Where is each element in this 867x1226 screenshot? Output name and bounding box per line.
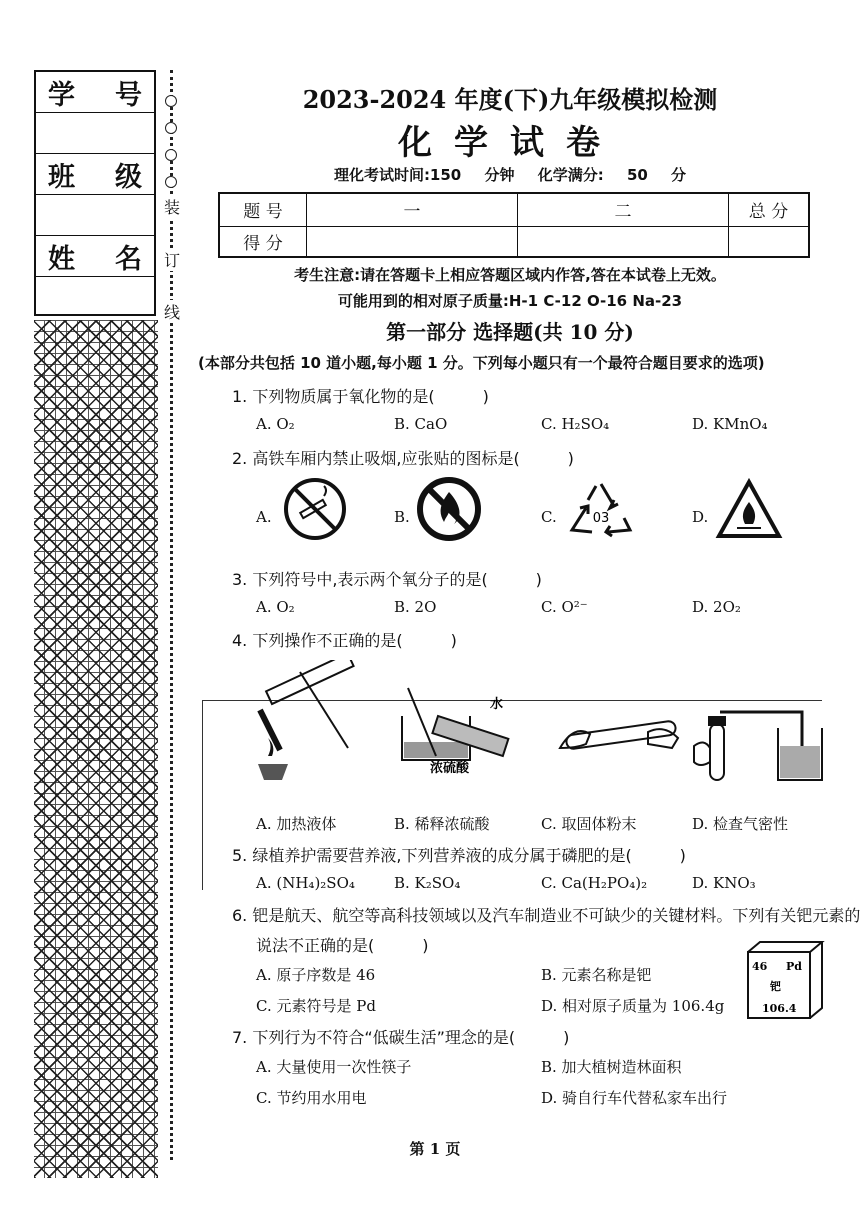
binding-hole-icon xyxy=(165,122,177,134)
q7-option-c[interactable]: C. 节约用水用电 xyxy=(256,1089,367,1107)
q7-option-d[interactable]: D. 骑自行车代替私家车出行 xyxy=(541,1089,728,1107)
no-fire-icon xyxy=(416,476,482,542)
question-1-stem: 1. 下列物质属于氧化物的是( ) xyxy=(232,387,489,406)
name-field[interactable]: 姓 名 xyxy=(36,236,154,277)
score-total: 总 分 xyxy=(729,193,810,226)
recycle-code: 03 xyxy=(592,511,610,526)
q4-option-b[interactable]: B. 稀释浓硫酸 xyxy=(394,815,490,833)
binding-label-xian: 线 xyxy=(162,300,182,323)
class-blank[interactable] xyxy=(36,195,154,236)
subject-title: 化学试卷 xyxy=(398,123,622,163)
question-2-stem: 2. 高铁车厢内禁止吸烟,应张贴的图标是( ) xyxy=(232,449,574,468)
score-row-label: 得 分 xyxy=(219,226,307,257)
no-smoking-icon xyxy=(282,476,348,542)
q6-option-b[interactable]: B. 元素名称是钯 xyxy=(541,966,652,984)
student-info-box xyxy=(34,70,156,316)
conc-acid-label: 浓硫酸 xyxy=(430,761,470,776)
score-col-1: 一 xyxy=(307,193,518,226)
binding-hole-icon xyxy=(165,176,177,188)
question-6-stem-cont: 说法不正确的是( ) xyxy=(256,936,429,955)
question-3-stem: 3. 下列符号中,表示两个氧分子的是( ) xyxy=(232,570,542,589)
q1-option-a[interactable]: A. O₂ xyxy=(256,415,295,433)
atomic-mass-info: 可能用到的相对原子质量:H-1 C-12 O-16 Na-23 xyxy=(337,292,683,310)
q4-option-a[interactable]: A. 加热液体 xyxy=(256,815,337,833)
airtight-check-figure xyxy=(692,706,828,786)
section-title: 第一部分 选择题(共 10 分) xyxy=(386,320,634,344)
security-pattern xyxy=(34,320,158,1178)
exam-title: 2023-2024 年度(下)九年级模拟检测 xyxy=(302,85,718,114)
class-field[interactable]: 班 级 xyxy=(36,154,154,195)
q3-option-c[interactable]: C. O²⁻ xyxy=(541,598,588,616)
name-blank[interactable] xyxy=(36,277,154,318)
score-table xyxy=(218,192,810,258)
element-number: 46 xyxy=(752,960,768,973)
binding-label-zhuang: 装 xyxy=(162,195,182,218)
heating-liquid-figure xyxy=(238,660,368,790)
element-name: 钯 xyxy=(770,980,781,993)
binding-dotted-line xyxy=(170,70,173,1160)
solid-powder-figure xyxy=(556,708,686,764)
q6-option-d[interactable]: D. 相对原子质量为 106.4g xyxy=(541,997,725,1015)
q7-option-a[interactable]: A. 大量使用一次性筷子 xyxy=(256,1058,412,1076)
q7-option-b[interactable]: B. 加大植树造林面积 xyxy=(541,1058,682,1076)
page-number: 第 1 页 xyxy=(409,1140,461,1158)
element-symbol: Pd xyxy=(786,960,802,973)
exam-notice: 考生注意:请在答题卡上相应答题区域内作答,答在本试卷上无效。 xyxy=(294,266,726,284)
water-label: 水 xyxy=(490,697,504,712)
q6-option-c[interactable]: C. 元素符号是 Pd xyxy=(256,997,376,1015)
q4-option-c[interactable]: C. 取固体粉末 xyxy=(541,815,637,833)
exam-time: 理化考试时间:150 分钟 xyxy=(333,166,515,184)
exam-info xyxy=(200,164,820,185)
student-id-field[interactable]: 学 号 xyxy=(36,72,154,113)
q3-option-a[interactable]: A. O₂ xyxy=(256,598,295,616)
q4-option-d[interactable]: D. 检查气密性 xyxy=(692,815,789,833)
score-header-label: 题 号 xyxy=(219,193,307,226)
full-score: 化学满分: 50 分 xyxy=(537,166,687,184)
figure-left-line xyxy=(202,700,203,890)
q1-option-d[interactable]: D. KMnO₄ xyxy=(692,415,768,433)
q6-option-a[interactable]: A. 原子序数是 46 xyxy=(256,966,376,984)
flammable-warning-icon xyxy=(715,478,783,540)
binding-label-ding: 订 xyxy=(162,248,182,271)
student-id-blank[interactable] xyxy=(36,113,154,154)
q5-option-d[interactable]: D. KNO₃ xyxy=(692,874,756,892)
question-7-stem: 7. 下列行为不符合“低碳生活”理念的是( ) xyxy=(232,1028,570,1047)
palladium-element-card xyxy=(746,940,826,1022)
q2-option-c[interactable]: C. xyxy=(541,508,557,526)
q2-option-b[interactable]: B. xyxy=(394,508,410,526)
recycle-icon xyxy=(566,478,636,542)
score-col-2: 二 xyxy=(518,193,729,226)
q3-option-b[interactable]: B. 2O xyxy=(394,598,437,616)
q2-option-d[interactable]: D. xyxy=(692,508,709,526)
q5-option-c[interactable]: C. Ca(H₂PO₄)₂ xyxy=(541,874,648,892)
section-instructions: (本部分共包括 10 道小题,每小题 1 分。下列每小题只有一个最符合题目要求的选项) xyxy=(198,354,765,372)
q1-option-b[interactable]: B. CaO xyxy=(394,415,448,433)
element-mass: 106.4 xyxy=(762,1002,797,1015)
question-4-stem: 4. 下列操作不正确的是( ) xyxy=(232,631,457,650)
question-6-stem: 6. 钯是航天、航空等高科技领域以及汽车制造业不可缺少的关键材料。下列有关钯元素的 xyxy=(232,906,861,925)
question-5-stem: 5. 绿植养护需要营养液,下列营养液的成分属于磷肥的是( ) xyxy=(232,846,686,865)
score-cell-total[interactable] xyxy=(729,226,810,257)
q1-option-c[interactable]: C. H₂SO₄ xyxy=(541,415,610,433)
binding-hole-icon xyxy=(165,149,177,161)
score-cell-1[interactable] xyxy=(307,226,518,257)
binding-hole-icon xyxy=(165,95,177,107)
q5-option-a[interactable]: A. (NH₄)₂SO₄ xyxy=(256,874,355,892)
dilute-acid-figure xyxy=(398,676,522,776)
q2-option-a[interactable]: A. xyxy=(256,508,272,526)
q3-option-d[interactable]: D. 2O₂ xyxy=(692,598,741,616)
q5-option-b[interactable]: B. K₂SO₄ xyxy=(394,874,461,892)
score-cell-2[interactable] xyxy=(518,226,729,257)
